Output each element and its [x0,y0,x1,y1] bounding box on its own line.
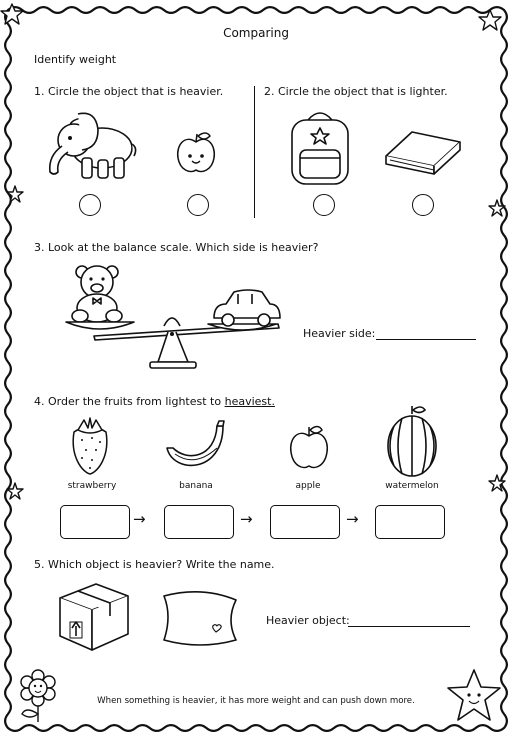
question-5: 5. Which object is heavier? Write the name. [34,558,275,571]
answer-circle-apple[interactable] [187,194,209,216]
smiling-star-icon [446,668,502,724]
balance-scale [60,262,290,374]
watermelon-icon [384,404,440,476]
subtitle: Identify weight [34,53,117,66]
heavier-object-answer-line[interactable] [348,626,470,627]
pillow-icon [158,588,240,646]
question-1: 1. Circle the object that is heavier. [34,85,224,98]
apple-icon [174,130,218,176]
answer-circle-book[interactable] [412,194,434,216]
fruit-label-banana: banana [179,481,213,491]
arrow-icon: → [240,510,253,528]
divider [254,86,255,218]
order-box-3[interactable] [270,505,340,539]
fruit-label-strawberry: strawberry [67,481,117,491]
star-icon [7,186,23,202]
answer-circle-elephant[interactable] [79,194,101,216]
order-box-4[interactable] [375,505,445,539]
question-4: 4. Order the fruits from lightest to heaviest. [34,395,275,408]
page-title: Comparing [223,26,289,40]
star-icon [1,4,23,24]
book-icon [382,126,464,176]
arrow-icon: → [133,510,146,528]
question-3: 3. Look at the balance scale. Which side is heavier? [34,241,319,254]
fruit-label-watermelon: watermelon [385,481,439,491]
fruit-label-apple: apple [295,481,321,491]
backpack-icon [286,108,354,186]
apple-fruit-icon [287,424,331,472]
question-2: 2. Circle the object that is lighter. [264,85,448,98]
box-icon [56,580,132,652]
banana-icon [163,420,231,474]
heavier-side-answer-line[interactable] [376,339,476,340]
answer-circle-backpack[interactable] [313,194,335,216]
footer-note: When something is heavier, it has more weight and can push down more. [97,696,415,706]
heavier-object-label: Heavier object: [266,614,350,627]
strawberry-icon [68,416,112,476]
heavier-side-label: Heavier side: [303,327,376,340]
order-box-1[interactable] [60,505,130,539]
order-box-2[interactable] [164,505,234,539]
elephant-icon [44,110,140,182]
arrow-icon: → [346,510,359,528]
